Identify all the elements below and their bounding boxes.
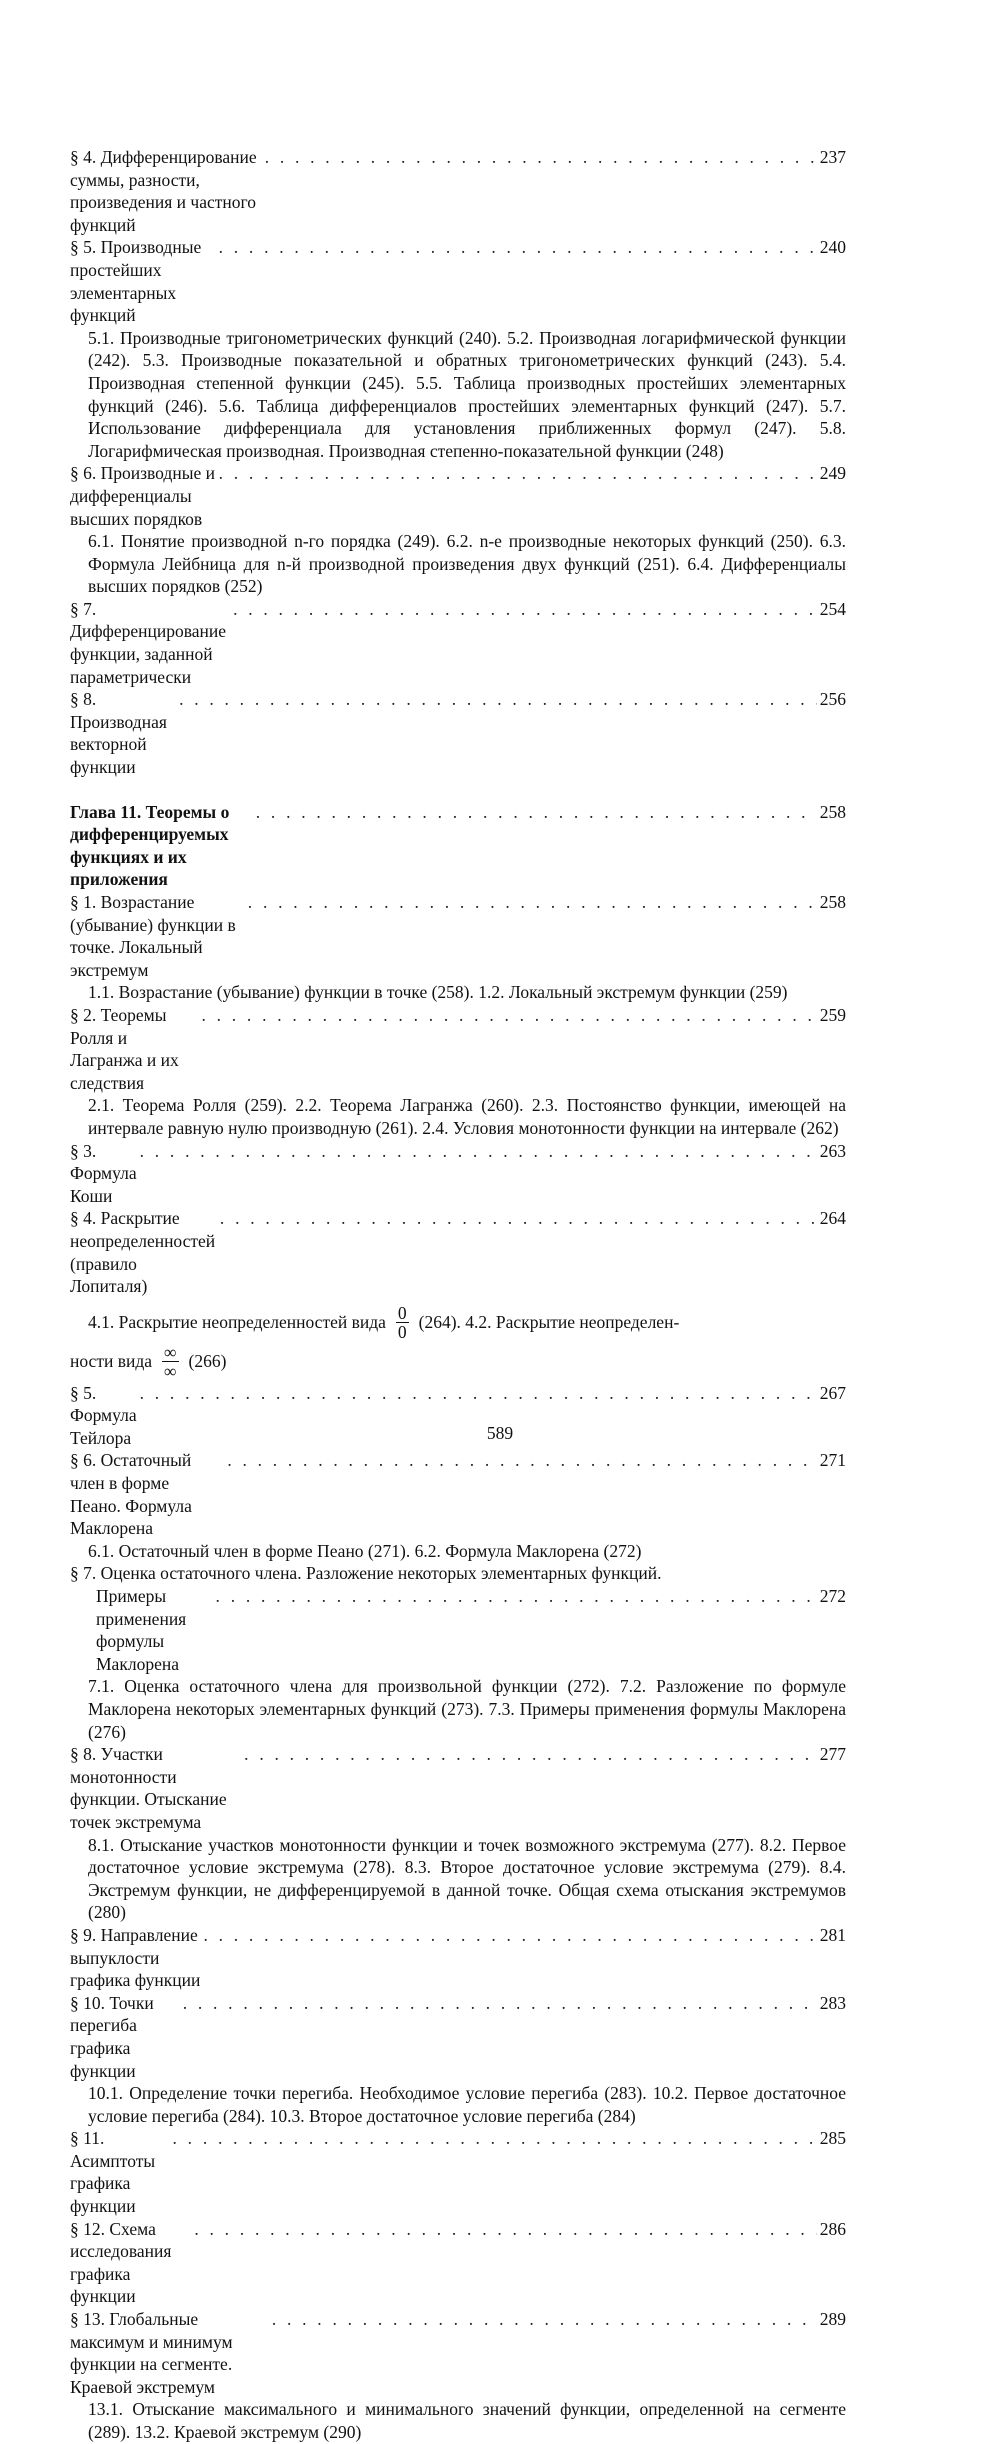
toc-entry[interactable]	[70, 1207, 846, 1297]
toc-entry-page: 272	[819, 1586, 846, 1607]
toc-entry-page: 264	[819, 1208, 846, 1229]
toc-entry[interactable]	[70, 1449, 846, 1539]
toc-entry-title: § 7. Оценка остаточного члена. Разложение некоторых элементарных функций.	[70, 1563, 662, 1584]
leader-dots	[203, 1924, 816, 1947]
page-number: 589	[486, 1423, 514, 1443]
table-of-contents	[70, 146, 846, 2444]
toc-entry[interactable]	[70, 891, 846, 981]
toc-entry-page: 267	[819, 1382, 846, 1403]
toc-entry-page: 263	[819, 1140, 846, 1161]
toc-subsections: 7.1. Оценка остаточного члена для произвольной функции (272). 7.2. Разложение по формуле Маклорена некоторых элементарных функций (273). 7.3. Примеры применения формулы Маклорена (276)	[88, 1676, 846, 1742]
fraction-denominator: ∞	[164, 1360, 177, 1381]
toc-entry[interactable]	[70, 2308, 846, 2398]
toc-entry-title: § 2. Теоремы Ролля и Лагранжа и их следствия	[70, 1004, 179, 1093]
toc-entry[interactable]	[70, 146, 846, 236]
leader-dots	[179, 688, 817, 711]
toc-entry[interactable]	[70, 1924, 846, 1992]
toc-entry-title: § 10. Точки перегиба графика функции	[70, 1992, 154, 2081]
toc-subsections: 2.1. Теорема Ролля (259). 2.2. Теорема Лагранжа (260). 2.3. Постоянство функции, имеющей на интервале равную нулю производную (261). 2.4. Условия монотонности функции на интервале (262)	[88, 1095, 846, 1138]
toc-subsections: 13.1. Отыскание максимального и минимального значений функции, определенной на сегменте (289). 13.2. Краевой экстремум (290)	[88, 2399, 846, 2442]
toc-entry[interactable]	[70, 2218, 846, 2308]
leader-dots	[140, 1140, 817, 1163]
leader-dots	[248, 891, 817, 914]
fraction-infinity-over-infinity	[162, 1343, 178, 1380]
toc-subsections: 1.1. Возрастание (убывание) функции в точке (258). 1.2. Локальный экстремум функции (259)	[88, 982, 788, 1003]
toc-entry-title: § 5. Формула Тейлора	[70, 1382, 137, 1448]
toc-entry[interactable]	[70, 2127, 846, 2217]
leader-dots	[183, 1992, 817, 2015]
leader-dots	[233, 598, 817, 621]
toc-entry-title: § 3. Формула Коши	[70, 1140, 137, 1206]
formula-text: (266)	[188, 1350, 227, 1371]
toc-entry-title: § 9. Направление выпуклости графика функции	[70, 1924, 201, 1991]
toc-subsections: 6.1. Понятие производной n-го порядка (249). 6.2. n-е производные некоторых функций (250). 6.3. Формула Лейбница для n-й производной произведения двух функций (251). 6.4. Дифференциалы высших порядков (252)	[88, 531, 846, 597]
toc-entry-page: 281	[819, 1924, 846, 1945]
chapter-title: Глава 11. Теоремы о дифференцируемых функциях и их приложения	[70, 801, 230, 890]
leader-dots	[173, 2127, 817, 2150]
toc-subsections: 6.1. Остаточный член в форме Пеано (271). 6.2. Формула Маклорена (272)	[88, 1540, 642, 1561]
leader-dots	[219, 236, 817, 259]
toc-entry-page: 289	[819, 2309, 846, 2330]
formula-text: ности вида	[70, 1350, 153, 1371]
formula-text: (264). 4.2. Раскрытие неопределен-	[418, 1311, 680, 1332]
toc-entry-page: 277	[819, 1744, 846, 1765]
toc-entry[interactable]	[70, 598, 846, 688]
leader-dots	[256, 801, 817, 824]
toc-entry-page: 283	[819, 1992, 846, 2013]
toc-entry[interactable]	[70, 1140, 846, 1208]
fraction-numerator: ∞	[164, 1341, 177, 1362]
toc-entry-page: 285	[819, 2128, 846, 2149]
toc-entry-title: § 8. Производная векторной функции	[70, 689, 167, 778]
toc-entry-page: 237	[819, 147, 846, 167]
leader-dots	[216, 1585, 817, 1608]
toc-entry-title: § 7. Дифференцирование функции, заданной параметрически	[70, 598, 227, 687]
toc-entry[interactable]	[70, 688, 846, 778]
leader-dots	[272, 2308, 817, 2331]
chapter-page: 258	[819, 801, 846, 822]
toc-entry-title: § 4. Раскрытие неопределенностей (правило Лопиталя)	[70, 1208, 216, 1297]
fraction-zero-over-zero	[396, 1304, 409, 1341]
toc-subsection-formula	[70, 1343, 846, 1380]
leader-dots	[219, 462, 817, 485]
toc-entry[interactable]	[70, 1992, 846, 2082]
toc-entry-title: Примеры применения формулы Маклорена	[96, 1586, 187, 1674]
leader-dots	[227, 1449, 816, 1472]
toc-entry-title: § 6. Остаточный член в форме Пеано. Формула Маклорена	[70, 1450, 192, 1539]
leader-dots	[265, 146, 817, 169]
fraction-numerator: 0	[397, 1302, 407, 1323]
leader-dots	[244, 1743, 817, 1766]
toc-entry[interactable]	[70, 462, 846, 530]
toc-subsections: 8.1. Отыскание участков монотонности функции и точек возможного экстремума (277). 8.2. Первое достаточное условие экстремума (278). 8.3. Второе достаточное условие экстремума (279). 8.4. Экстремум функции, не дифференцируемой в данной точке. Общая схема отыскания экстремумов (280)	[88, 1834, 846, 1923]
toc-entry-page: 259	[819, 1004, 846, 1025]
toc-entry[interactable]	[70, 1743, 846, 1833]
toc-entry-page: 254	[819, 598, 846, 619]
toc-entry-page: 258	[819, 892, 846, 912]
fraction-denominator: 0	[397, 1321, 407, 1342]
toc-subsection-formula	[70, 1304, 846, 1341]
toc-entry-title: § 8. Участки монотонности функции. Отыскание точек экстремума	[70, 1744, 227, 1832]
toc-entry-title: § 12. Схема исследования графика функции	[70, 2218, 172, 2307]
toc-entry[interactable]	[70, 1562, 846, 1675]
toc-entry-title: § 13. Глобальные максимум и минимум функции на сегменте. Краевой экстремум	[70, 2309, 233, 2397]
toc-entry-page: 240	[819, 237, 846, 258]
formula-text: 4.1. Раскрытие неопределенностей вида	[88, 1311, 386, 1332]
toc-entry[interactable]	[70, 236, 846, 326]
leader-dots	[220, 1207, 817, 1230]
toc-entry-title: § 11. Асимптоты графика функции	[70, 2128, 156, 2217]
toc-chapter[interactable]	[70, 801, 846, 891]
toc-entry-title: § 5. Производные простейших элементарных функций	[70, 237, 202, 326]
toc-entry[interactable]	[70, 1004, 846, 1094]
toc-entry-title: § 4. Дифференцирование суммы, разности, произведения и частного функций	[70, 147, 257, 235]
toc-subsections: 10.1. Определение точки перегиба. Необходимое условие перегиба (283). 10.2. Первое достаточное условие перегиба (284). 10.3. Второе достаточное условие перегиба (284)	[88, 2083, 846, 2126]
toc-entry-page: 286	[819, 2218, 846, 2239]
toc-entry-title: § 6. Производные и дифференциалы высших порядков	[70, 463, 215, 529]
leader-dots	[194, 2218, 816, 2241]
leader-dots	[201, 1004, 816, 1027]
toc-entry-page: 271	[819, 1450, 846, 1471]
toc-subsections: 5.1. Производные тригонометрических функций (240). 5.2. Производная логарифмической функции (242). 5.3. Производные показательной и обратных тригонометрических функций (243). 5.4. Производная степенной функции (245). 5.5. Таблица производных простейших элементарных функций (246). 5.6. Таблица дифференциалов простейших элементарных функций (247). 5.7. Использование дифференциала для установления приближенных формул (247). 5.8. Логарифмическая производная. Производная степенно-показательной функции (248)	[88, 327, 846, 461]
toc-entry-title: § 1. Возрастание (убывание) функции в точке. Локальный экстремум	[70, 892, 236, 980]
leader-dots	[140, 1382, 817, 1405]
toc-entry-page: 256	[819, 689, 846, 710]
toc-entry-page: 249	[819, 463, 846, 484]
